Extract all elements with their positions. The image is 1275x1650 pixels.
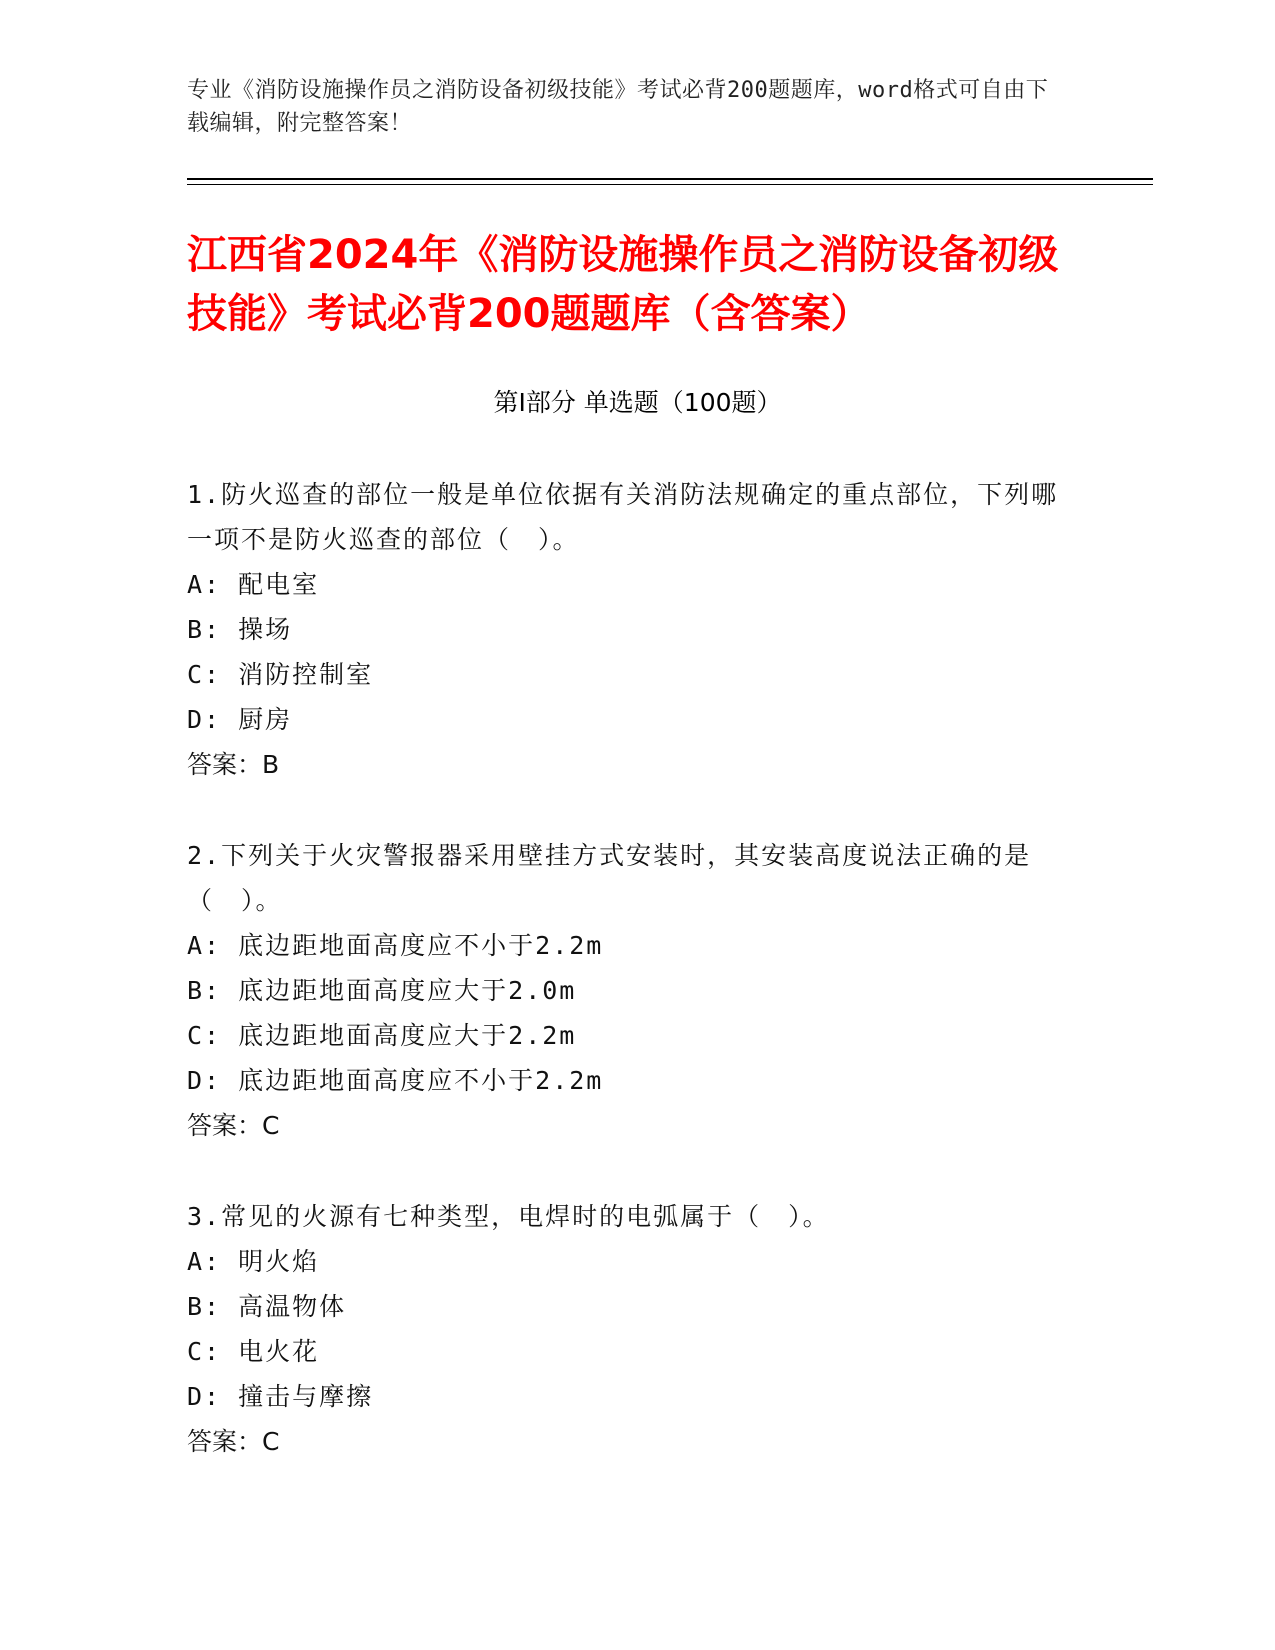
question-1 [187, 472, 1067, 787]
option-d: D: 撞击与摩擦 [187, 1382, 374, 1411]
option-a: A: 配电室 [187, 570, 320, 599]
option-c: C: 消防控制室 [187, 660, 374, 689]
option-d: D: 厨房 [187, 705, 293, 734]
option-c: C: 电火花 [187, 1337, 320, 1366]
question-stem: 2.下列关于火灾警报器采用壁挂方式安装时，其安装高度说法正确的是（ ）。 [187, 841, 1032, 915]
question-spacer [187, 1148, 1067, 1194]
option-b: B: 高温物体 [187, 1292, 347, 1321]
option-d: D: 底边距地面高度应不小于2.2m [187, 1066, 604, 1095]
answer: 答案：B [187, 750, 280, 779]
option-a: A: 明火焰 [187, 1247, 320, 1276]
option-b: B: 操场 [187, 615, 293, 644]
option-a: A: 底边距地面高度应不小于2.2m [187, 931, 604, 960]
question-2 [187, 833, 1067, 1148]
answer: 答案：C [187, 1111, 280, 1140]
question-list [187, 472, 1067, 1464]
header-note: 专业《消防设施操作员之消防设备初级技能》考试必背200题题库，word格式可自由下载编辑，附完整答案！ [187, 78, 1049, 136]
section-title: 第I部分 单选题（100题） [493, 388, 782, 417]
header-divider-thick [187, 178, 1153, 180]
document-title: 江西省2024年《消防设施操作员之消防设备初级技能》考试必背200题题库（含答案） [187, 232, 1059, 337]
header-divider-thin [187, 184, 1153, 185]
question-3 [187, 1194, 1067, 1464]
answer: 答案：C [187, 1427, 280, 1456]
question-spacer [187, 787, 1067, 833]
question-stem: 1.防火巡查的部位一般是单位依据有关消防法规确定的重点部位，下列哪一项不是防火巡查的部位（ ）。 [187, 480, 1059, 554]
option-b: B: 底边距地面高度应大于2.0m [187, 976, 577, 1005]
question-stem: 3.常见的火源有七种类型，电焊时的电弧属于（ ）。 [187, 1202, 830, 1231]
option-c: C: 底边距地面高度应大于2.2m [187, 1021, 577, 1050]
